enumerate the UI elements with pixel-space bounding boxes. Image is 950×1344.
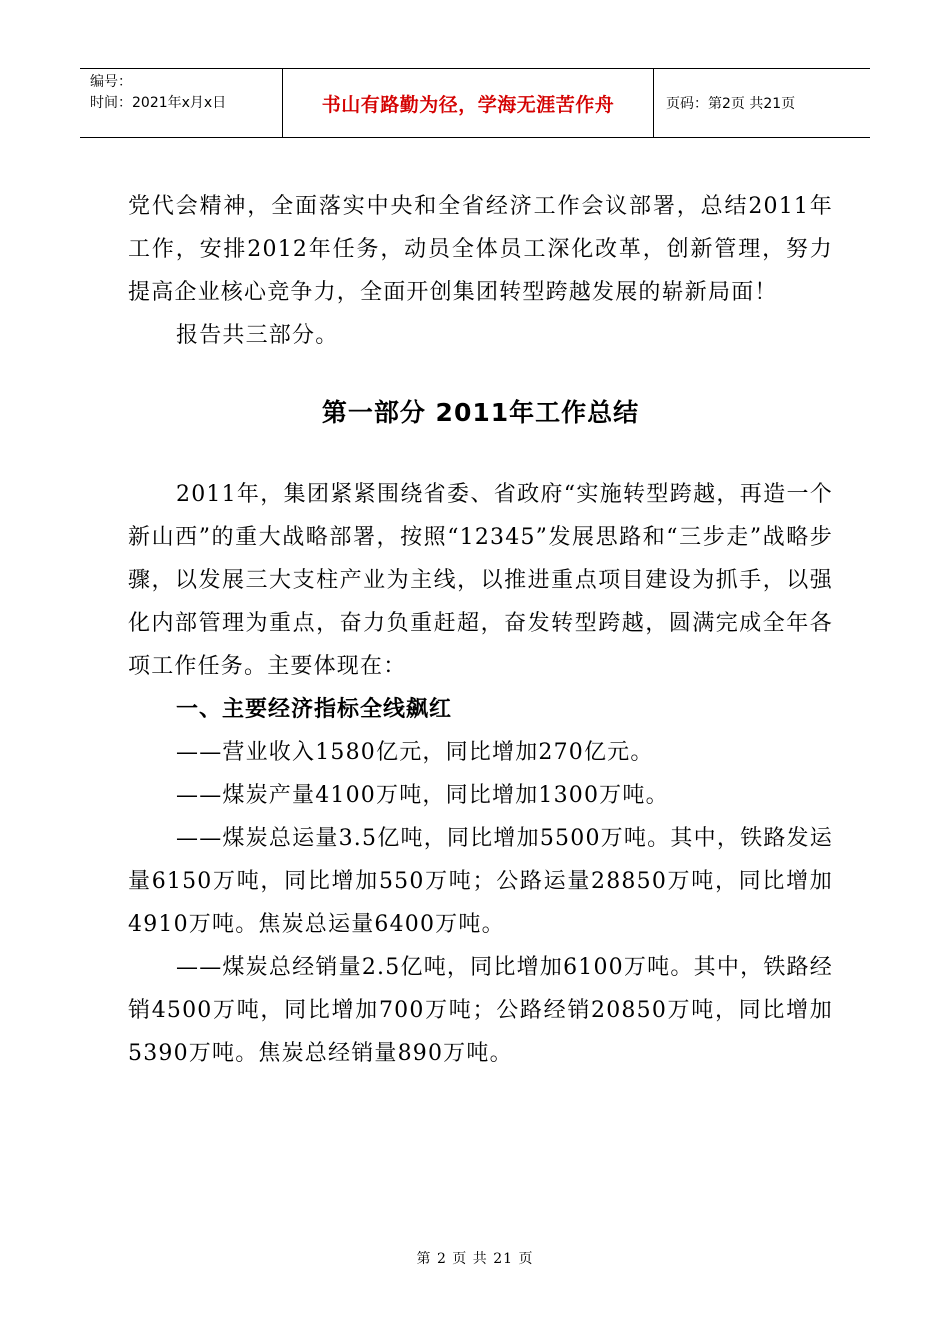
subheading-economic-indicators: 一、主要经济指标全线飙红 xyxy=(176,697,453,722)
intro-paragraph: 党代会精神，全面落实中央和全省经济工作会议部署，总结2011年工作，安排2012年任务，动员全体员工深化改革，创新管理，努力提高企业核心竞争力，全面开创集团转型跨越发展的崭新局面！ xyxy=(128,194,833,305)
header-motto-cell xyxy=(282,69,654,137)
section-title: 第一部分 2011年工作总结 xyxy=(321,398,640,427)
report-parts-paragraph: 报告共三部分。 xyxy=(176,323,339,348)
list-item-revenue: ——营业收入1580亿元，同比增加270亿元。 xyxy=(176,740,654,765)
header-meta-cell xyxy=(80,69,282,137)
list-item-coal-sales: ——煤炭总经销量2.5亿吨，同比增加6100万吨。其中，铁路经销4500万吨，同比增加700万吨；公路经销20850万吨，同比增加5390万吨。焦炭总经销量890万吨。 xyxy=(128,955,833,1066)
number-label: 编号： xyxy=(90,74,132,90)
motto-text: 书山有路勤为径，学海无涯苦作舟 xyxy=(321,93,615,116)
header-page-cell xyxy=(654,69,870,137)
time-label: 时间：2021年x月x日 xyxy=(90,95,227,111)
document-header xyxy=(80,68,870,138)
document-body xyxy=(128,185,833,1075)
summary-paragraph: 2011年，集团紧紧围绕省委、省政府“实施转型跨越，再造一个新山西”的重大战略部署，按照“12345”发展思路和“三步走”战略步骤，以发展三大支柱产业为主线，以推进重点项目建设为抓手，以强化内部管理为重点，奋力负重赶超，奋发转型跨越，圆满完成全年各项工作任务。主要体现在： xyxy=(128,482,833,679)
list-item-coal-transport: ——煤炭总运量3.5亿吨，同比增加5500万吨。其中，铁路发运量6150万吨，同比增加550万吨；公路运量28850万吨，同比增加4910万吨。焦炭总运量6400万吨。 xyxy=(128,826,833,937)
page-footer: 第 2 页 共 21 页 xyxy=(416,1251,534,1267)
list-item-coal-output: ——煤炭产量4100万吨，同比增加1300万吨。 xyxy=(176,783,669,808)
page-info: 页码：第2页 共21页 xyxy=(666,96,796,112)
